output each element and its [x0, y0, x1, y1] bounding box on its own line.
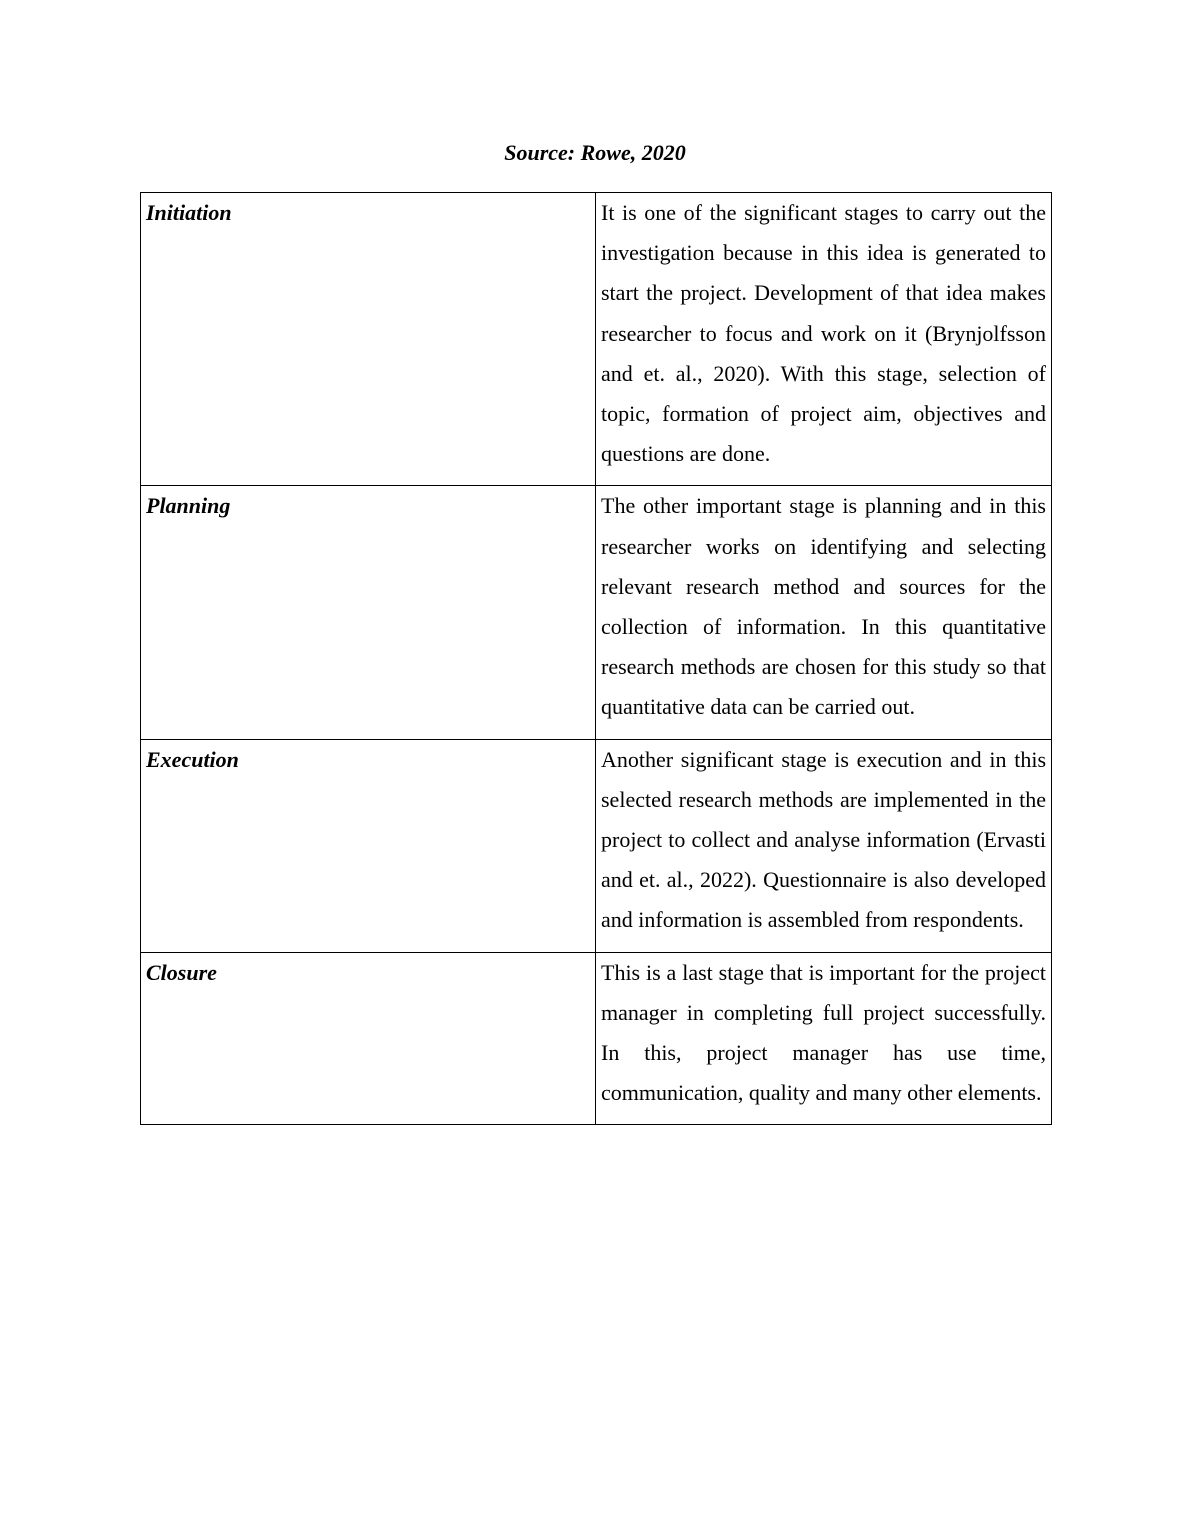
- table-row: [141, 739, 1052, 952]
- stage-description: This is a last stage that is important for the project manager in completing full project successfully. In this, project manager has use time, communication, quality and many other elements.: [601, 959, 1046, 1106]
- stage-description-cell: [596, 952, 1052, 1125]
- stage-name: Initiation: [146, 200, 232, 225]
- stage-description: It is one of the significant stages to carry out the investigation because in this idea is generated to start the project. Development of that idea makes researcher to focus and work on it (Brynjolfsson and et. al., 2020). With this stage, selection of topic, formation of project aim, objectives and questions are done.: [601, 200, 1046, 467]
- stage-description-cell: [596, 193, 1052, 486]
- project-stages-table: [140, 192, 1052, 1125]
- stage-name-cell: [141, 193, 596, 486]
- stage-description-cell: [596, 739, 1052, 952]
- stage-description: The other important stage is planning and in this researcher works on identifying and selecting relevant research method and sources for the collection of information. In this quantitative research methods are chosen for this study so that quantitative data can be carried out.: [601, 493, 1046, 720]
- stage-description-cell: [596, 486, 1052, 739]
- table-row: [141, 952, 1052, 1125]
- stage-name: Closure: [146, 959, 217, 985]
- stage-name-cell: [141, 952, 596, 1125]
- stage-name-cell: [141, 739, 596, 952]
- table-row: [141, 193, 1052, 486]
- stage-description: Another significant stage is execution and in this selected research methods are implemented in the project to collect and analyse information (Ervasti and et. al., 2022). Questionnaire is also developed and information is assembled from respondents.: [601, 746, 1046, 933]
- stage-name-cell: [141, 486, 596, 739]
- table-caption: Source: Rowe, 2020: [504, 140, 686, 165]
- table-row: [141, 486, 1052, 739]
- stage-name: Execution: [146, 746, 239, 772]
- stage-name: Planning: [146, 493, 231, 519]
